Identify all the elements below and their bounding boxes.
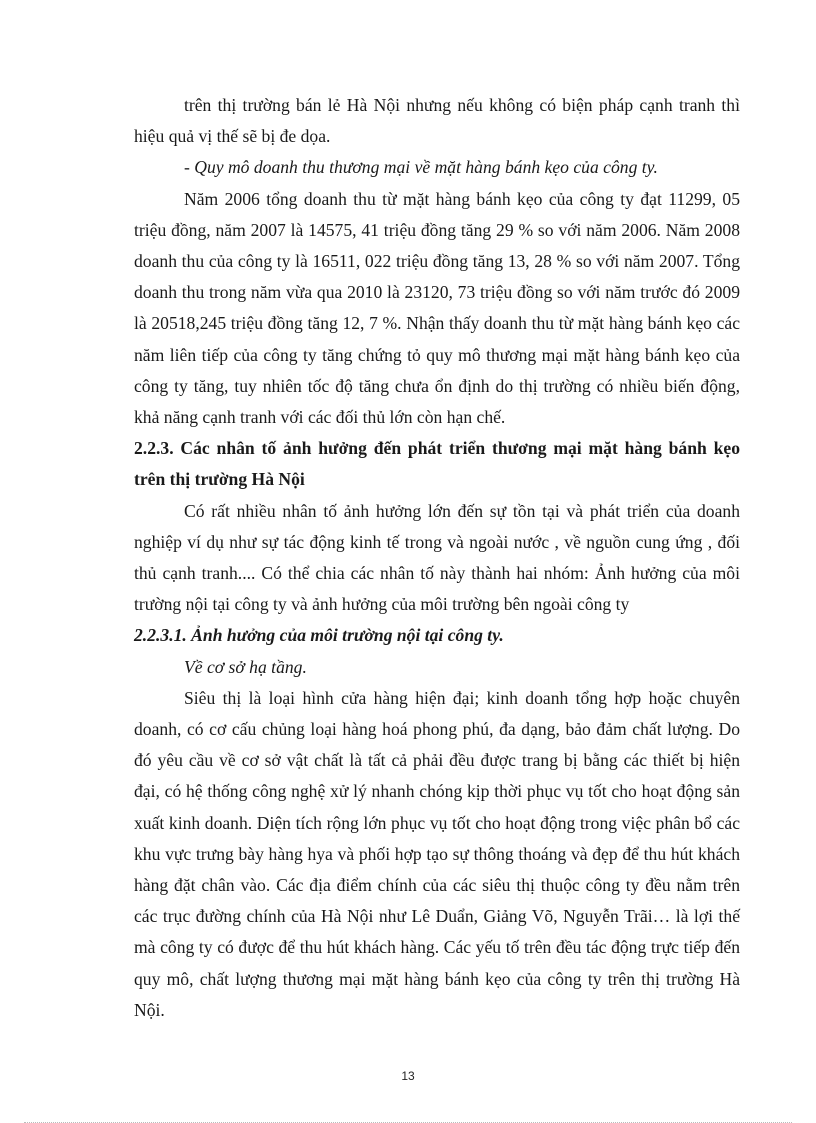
- paragraph-factors: Có rất nhiều nhân tố ảnh hưởng lớn đến sự tồn tại và phát triển của doanh nghiệp ví dụ như sự tác động kinh tế trong và ngoài nước , về nguồn cung ứng , đối thủ cạnh tranh.... Có thể chia các nhân tố này thành hai nhóm: Ảnh hưởng của môi trường nội tại công ty và ảnh hưởng của môi trường bên ngoài công ty: [134, 500, 740, 615]
- paragraph-competition: trên thị trường bán lẻ Hà Nội nhưng nếu không có biện pháp cạnh tranh thì hiệu quả vị thế sẽ bị đe dọa.: [134, 95, 740, 147]
- subheading-revenue-scale: - Quy mô doanh thu thương mại về mặt hàng bánh kẹo của công ty.: [184, 157, 658, 178]
- paragraph-supermarket: Siêu thị là loại hình cửa hàng hiện đại; kinh doanh tổng hợp hoặc chuyên doanh, có cơ cấu chủng loại hàng hoá phong phú, đa dạng, bảo đảm chất lượng. Do đó yêu cầu về cơ sở vật chất là tất cả phải đều được trang bị bằng các thiết bị hiện đại, có hệ thống công nghệ xử lý nhanh chóng kịp thời phục vụ tốt cho hoạt động sản xuất kinh doanh. Diện tích rộng lớn phục vụ tốt cho hoạt động trong việc phân bổ các khu vực trưng bày hàng hya và phối hợp tạo sự thông thoáng và đẹp để thu hút khách hàng đặt chân vào. Các địa điểm chính của các siêu thị thuộc công ty đều nằm trên các trục đường chính của Hà Nội như Lê Duẩn, Giảng Võ, Nguyễn Trãi… là lợi thế mà công ty có được để thu hút khách hàng. Các yếu tố trên đều tác động trực tiếp đến quy mô, chất lượng thương mại mặt hàng bánh kẹo của công ty trên thị trường Hà Nội.: [134, 687, 740, 1020]
- paragraph-revenue: Năm 2006 tổng doanh thu từ mặt hàng bánh kẹo của công ty đạt 11299, 05 triệu đồng, năm 2007 là 14575, 41 triệu đồng tăng 29 % so với năm 2006. Năm 2008 doanh thu của công ty là 16511, 022 triệu đồng tăng 13, 28 % so với năm 2007. Tổng doanh thu trong năm vừa qua 2010 là 23120, 73 triệu đồng so với năm trước đó 2009 là 20518,245 triệu đồng tăng 12, 7 %. Nhận thấy doanh thu từ mặt hàng bánh kẹo các năm liên tiếp của công ty tăng chứng tỏ quy mô thương mại mặt hàng bánh kẹo của công ty tăng, tuy nhiên tốc độ tăng chưa ổn định do thị trường có nhiều biến động, khả năng cạnh tranh với các đối thủ lớn còn hạn chế.: [134, 188, 740, 428]
- subheading-infrastructure: Về cơ sở hạ tầng.: [184, 656, 307, 677]
- section-heading-2-2-3: 2.2.3. Các nhân tố ảnh hưởng đến phát triển thương mại mặt hàng bánh kẹo trên thị trường Hà Nội: [134, 438, 740, 490]
- page-body: [134, 90, 740, 1026]
- page-number: 13: [401, 1069, 415, 1083]
- section-heading-2-2-3-1: 2.2.3.1. Ảnh hưởng của môi trường nội tại công ty.: [134, 625, 504, 646]
